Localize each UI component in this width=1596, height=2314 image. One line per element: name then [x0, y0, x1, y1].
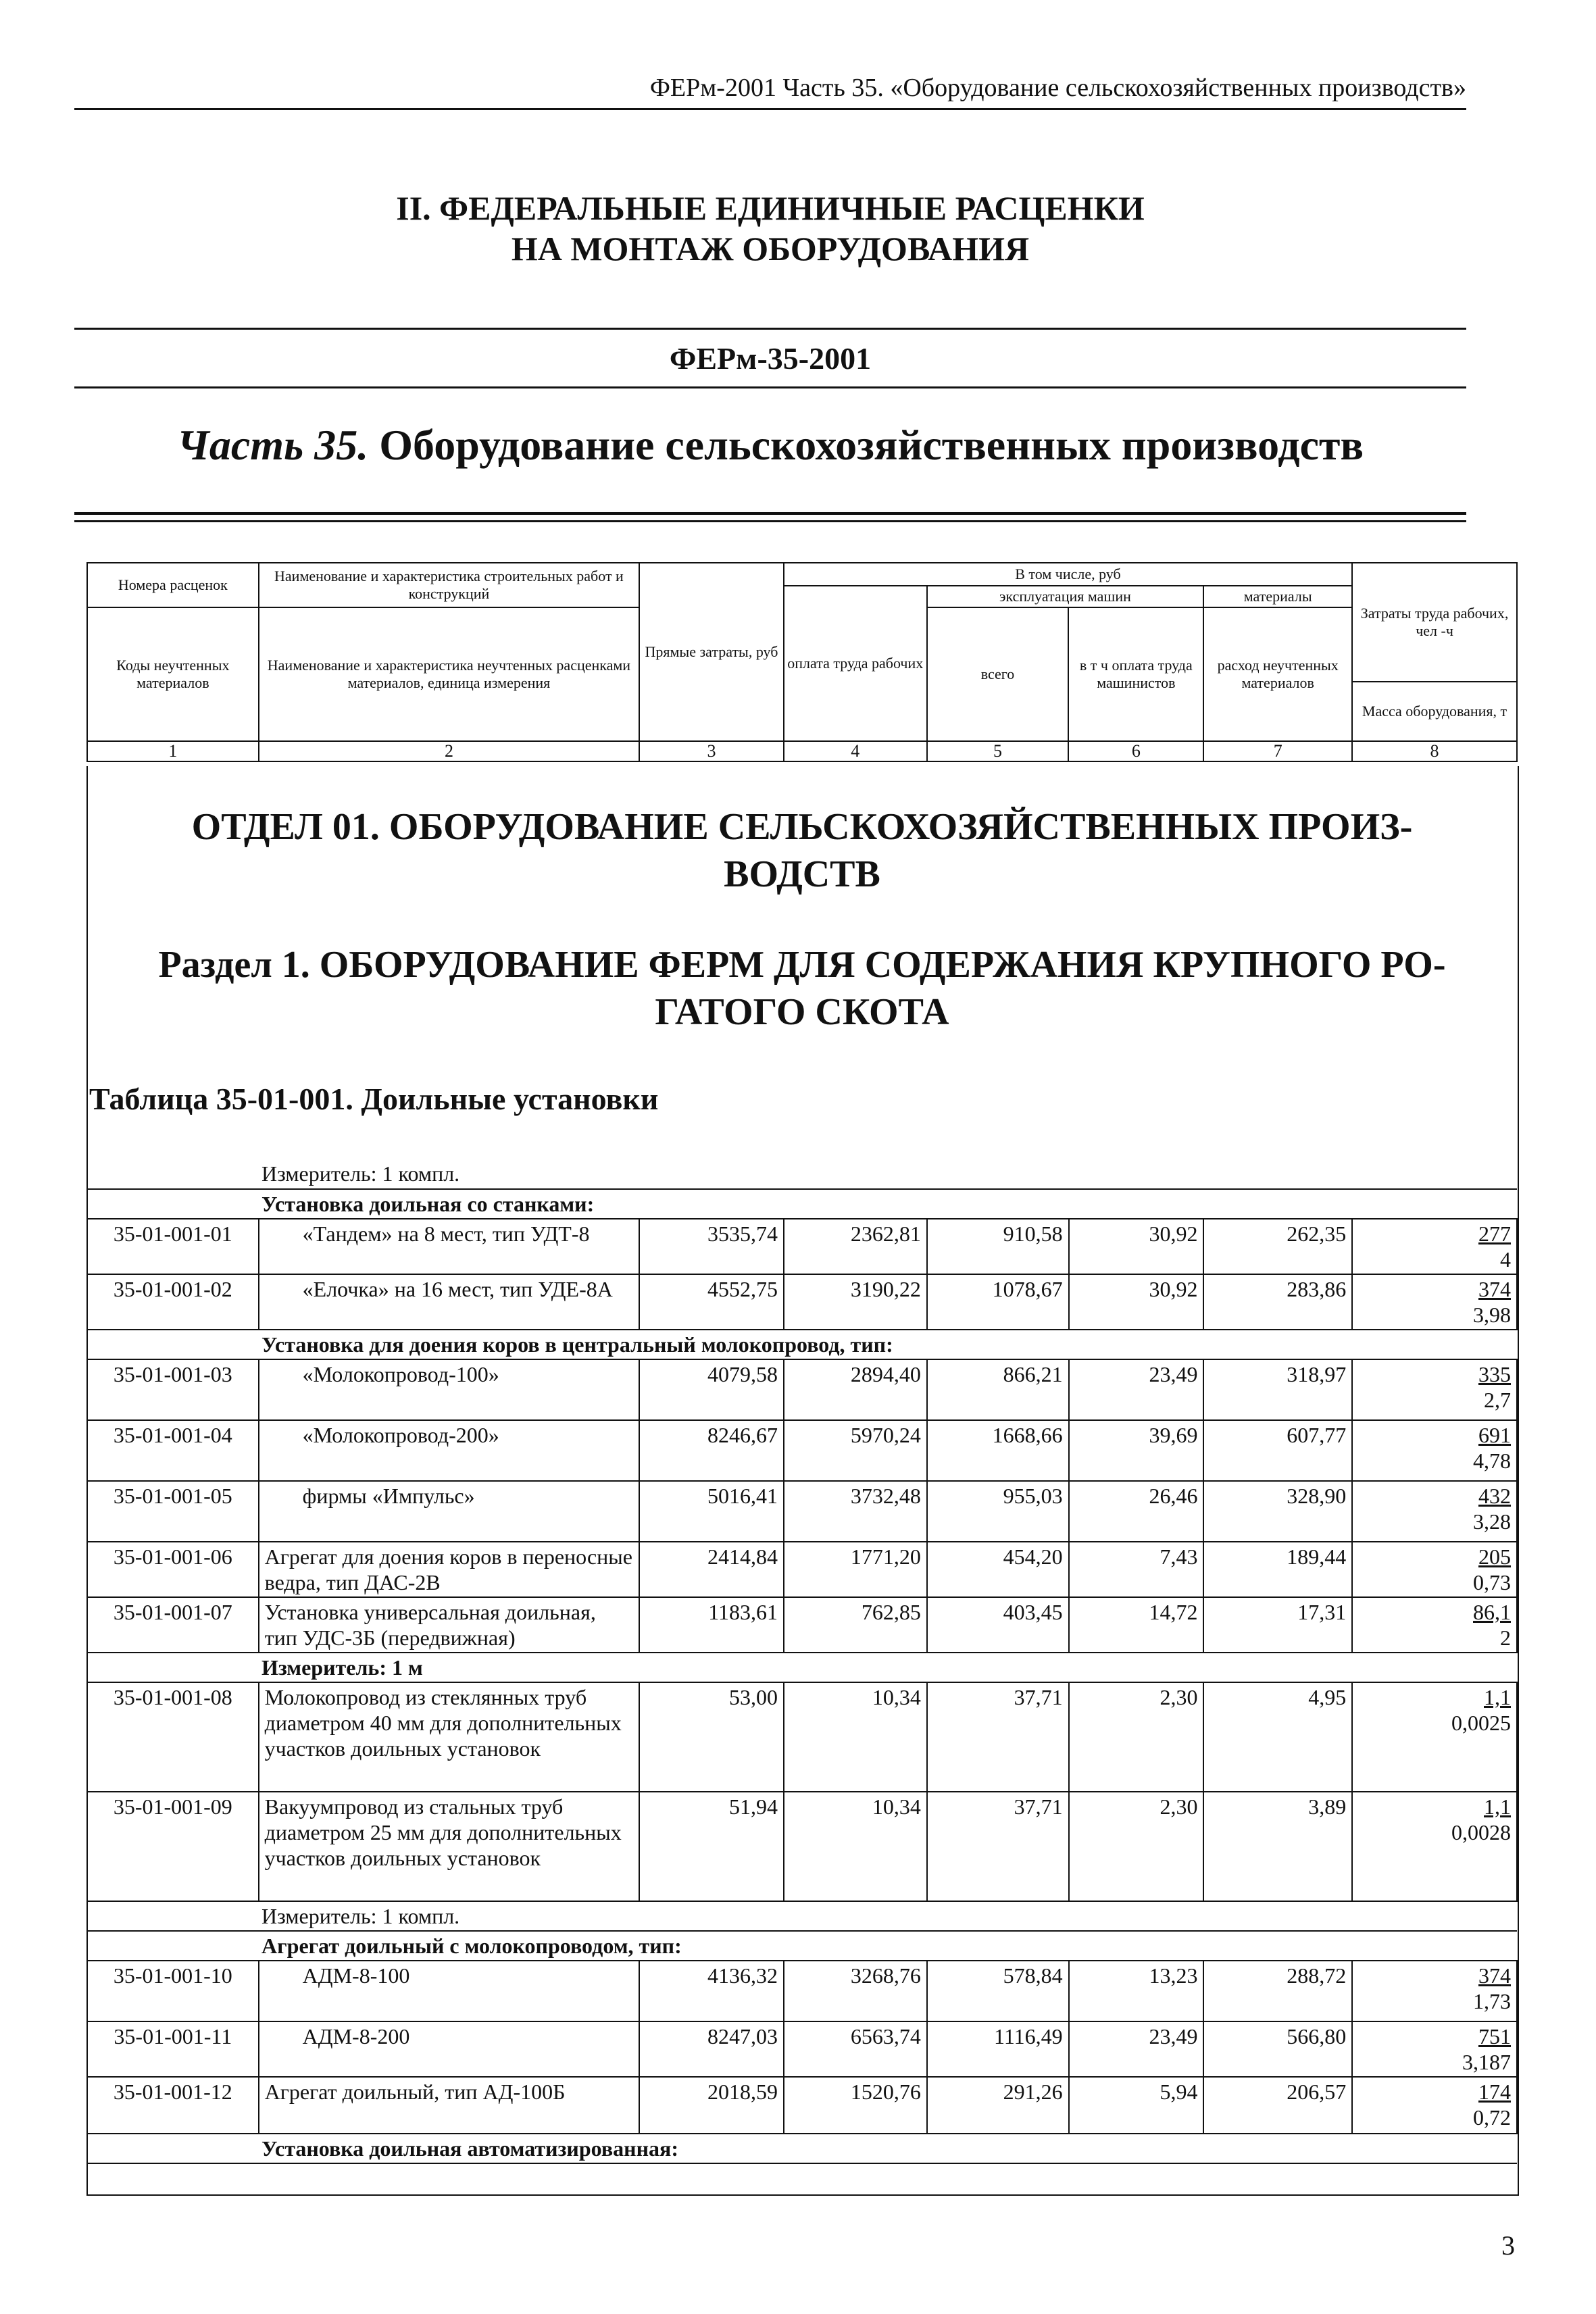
material-costs: 17,31 — [1203, 1597, 1352, 1653]
header-material-codes: Коды неучтенных материалов — [87, 607, 259, 741]
equipment-mass: 0,0028 — [1451, 1820, 1511, 1844]
header-material-names: Наименование и характеристика неучтенных расценками материалов, единица измерения — [259, 607, 639, 741]
rate-name-text: «Елочка» на 16 мест, тип УДЕ-8А — [302, 1277, 613, 1301]
equipment-mass: 0,73 — [1473, 1570, 1511, 1594]
rate-name-text: АДМ-8-100 — [302, 1963, 410, 1988]
table-row — [87, 1792, 1517, 1901]
equipment-mass: 4,78 — [1473, 1449, 1511, 1473]
machinist-wages: 39,69 — [1069, 1420, 1204, 1481]
machinist-wages: 13,23 — [1069, 1961, 1204, 2021]
worker-wages: 10,34 — [784, 1792, 927, 1901]
equipment-mass: 0,72 — [1473, 2105, 1511, 2130]
razdel-title-line-2: ГАТОГО СКОТА — [655, 991, 949, 1033]
machine-costs: 1078,67 — [927, 1274, 1069, 1330]
rate-code: 35-01-001-10 — [87, 1961, 259, 2021]
rate-code: 35-01-001-08 — [87, 1682, 259, 1792]
material-costs: 288,72 — [1203, 1961, 1352, 2021]
machine-costs: 866,21 — [927, 1359, 1069, 1420]
group-row — [87, 1931, 1517, 1961]
header-rule — [74, 108, 1466, 110]
direct-costs: 5016,41 — [639, 1481, 784, 1542]
rate-code: 35-01-001-07 — [87, 1597, 259, 1653]
double-rule-top — [74, 512, 1466, 515]
worker-wages: 2362,81 — [784, 1219, 927, 1274]
labor-mass — [1352, 2021, 1517, 2077]
machinist-wages: 23,49 — [1069, 2021, 1204, 2077]
header-direct-costs: Прямые затраты, руб — [639, 563, 784, 741]
group-label: Агрегат доильный с молокопроводом, тип: — [261, 1934, 682, 1958]
group-row — [87, 1159, 1517, 1189]
machine-costs: 403,45 — [927, 1597, 1069, 1653]
material-costs: 283,86 — [1203, 1274, 1352, 1330]
rule-below-code — [74, 386, 1466, 388]
labor-mass — [1352, 1481, 1517, 1542]
labor-costs: 1,1 — [1484, 1794, 1511, 1819]
direct-costs: 8247,03 — [639, 2021, 784, 2077]
material-costs: 566,80 — [1203, 2021, 1352, 2077]
labor-mass — [1352, 2077, 1517, 2134]
material-costs: 4,95 — [1203, 1682, 1352, 1792]
labor-costs: 374 — [1478, 1277, 1511, 1301]
labor-costs: 691 — [1478, 1423, 1511, 1447]
machinist-wages: 2,30 — [1069, 1682, 1204, 1792]
equipment-mass: 4 — [1500, 1247, 1511, 1272]
table-row — [87, 1420, 1517, 1481]
rate-code: 35-01-001-01 — [87, 1219, 259, 1274]
labor-costs: 205 — [1478, 1544, 1511, 1569]
col-number: 1 — [87, 741, 259, 761]
worker-wages: 6563,74 — [784, 2021, 927, 2077]
header-work-name: Наименование и характеристика строительных работ и конструкций — [259, 563, 639, 607]
part-title-prefix: Часть 35. — [176, 421, 369, 469]
header-materials: материалы — [1203, 586, 1352, 607]
worker-wages: 10,34 — [784, 1682, 927, 1792]
machine-costs: 454,20 — [927, 1542, 1069, 1597]
col-number: 4 — [784, 741, 927, 761]
labor-mass — [1352, 1597, 1517, 1653]
machine-costs: 1116,49 — [927, 2021, 1069, 2077]
labor-mass — [1352, 1420, 1517, 1481]
table-row — [87, 1542, 1517, 1597]
header-equipment-mass: Масса оборудования, т — [1352, 682, 1517, 741]
rate-name — [259, 1481, 640, 1542]
equipment-mass: 3,98 — [1473, 1303, 1511, 1327]
machine-costs: 37,71 — [927, 1682, 1069, 1792]
col-number: 8 — [1352, 741, 1517, 761]
rate-name: Молокопровод из стеклянных труб диаметром 40 мм для дополнительных участков доильных установок — [259, 1682, 640, 1792]
rate-code: 35-01-001-09 — [87, 1792, 259, 1901]
worker-wages: 3732,48 — [784, 1481, 927, 1542]
direct-costs: 1183,61 — [639, 1597, 784, 1653]
header-including: В том числе, руб — [784, 563, 1352, 586]
worker-wages: 1520,76 — [784, 2077, 927, 2134]
col-number: 3 — [639, 741, 784, 761]
group-row — [87, 1330, 1517, 1359]
labor-mass — [1352, 1359, 1517, 1420]
direct-costs: 8246,67 — [639, 1420, 784, 1481]
direct-costs: 3535,74 — [639, 1219, 784, 1274]
machine-costs: 1668,66 — [927, 1420, 1069, 1481]
material-costs: 328,90 — [1203, 1481, 1352, 1542]
rate-name: Агрегат доильный, тип АД-100Б — [259, 2077, 640, 2134]
equipment-mass: 3,187 — [1462, 2050, 1511, 2074]
group-row — [87, 1189, 1517, 1219]
direct-costs: 2018,59 — [639, 2077, 784, 2134]
rate-name: Вакуумпровод из стальных труб диаметром 25 мм для дополнительных участков доильных установок — [259, 1792, 640, 1901]
group-label: Установка доильная со станками: — [261, 1192, 595, 1216]
part-title-text: Оборудование сельскохозяйственных производств — [379, 421, 1364, 469]
group-label: Измеритель: 1 компл. — [261, 1161, 460, 1186]
rule-above-code — [74, 328, 1466, 330]
material-costs: 262,35 — [1203, 1219, 1352, 1274]
rate-code: 35-01-001-05 — [87, 1481, 259, 1542]
labor-costs: 277 — [1478, 1222, 1511, 1246]
header-machine-operation: эксплуатация машин — [927, 586, 1204, 607]
rate-code: 35-01-001-11 — [87, 2021, 259, 2077]
labor-mass — [1352, 1542, 1517, 1597]
col-number: 7 — [1203, 741, 1352, 761]
labor-costs: 1,1 — [1484, 1685, 1511, 1709]
header-worker-wages: оплата труда рабочих — [784, 586, 927, 741]
section-title-line-1: II. ФЕДЕРАЛЬНЫЕ ЕДИНИЧНЫЕ РАСЦЕНКИ — [396, 189, 1145, 227]
direct-costs: 4079,58 — [639, 1359, 784, 1420]
rate-name-text: АДМ-8-200 — [302, 2024, 410, 2048]
rate-name: Установка универсальная доильная, тип УДС-3Б (передвижная) — [259, 1597, 640, 1653]
code-title: ФЕРм-35-2001 — [669, 341, 872, 376]
table-row — [87, 2021, 1517, 2077]
group-label: Установка доильная автоматизированная: — [261, 2136, 678, 2161]
direct-costs: 4552,75 — [639, 1274, 784, 1330]
machinist-wages: 26,46 — [1069, 1481, 1204, 1542]
worker-wages: 3190,22 — [784, 1274, 927, 1330]
labor-costs: 174 — [1478, 2080, 1511, 2104]
table-header — [86, 562, 1518, 762]
table-row — [87, 1274, 1517, 1330]
machinist-wages: 14,72 — [1069, 1597, 1204, 1653]
razdel-title-line-1: Раздел 1. ОБОРУДОВАНИЕ ФЕРМ ДЛЯ СОДЕРЖАНИЯ КРУПНОГО РО- — [158, 944, 1446, 986]
worker-wages: 762,85 — [784, 1597, 927, 1653]
group-row — [87, 1653, 1517, 1682]
running-header: ФЕРм-2001 Часть 35. «Оборудование сельскохозяйственных производств» — [649, 74, 1466, 102]
machinist-wages: 30,92 — [1069, 1274, 1204, 1330]
rate-name-text: фирмы «Импульс» — [302, 1484, 475, 1508]
rate-name-text: «Молокопровод-100» — [302, 1362, 499, 1386]
labor-mass — [1352, 1219, 1517, 1274]
header-machinist-wages: в т ч оплата труда машинистов — [1068, 607, 1203, 741]
labor-costs: 751 — [1478, 2024, 1511, 2048]
group-row — [87, 2134, 1517, 2163]
machinist-wages: 2,30 — [1069, 1792, 1204, 1901]
direct-costs: 2414,84 — [639, 1542, 784, 1597]
header-labor-costs: Затраты труда рабочих, чел -ч — [1352, 563, 1517, 682]
worker-wages: 3268,76 — [784, 1961, 927, 2021]
rate-code: 35-01-001-03 — [87, 1359, 259, 1420]
rate-name — [259, 1274, 640, 1330]
table-row — [87, 2077, 1517, 2134]
direct-costs: 4136,32 — [639, 1961, 784, 2021]
equipment-mass: 2 — [1500, 1626, 1511, 1650]
table-row — [87, 1597, 1517, 1653]
rate-name-text: «Тандем» на 8 мест, тип УДТ-8 — [302, 1222, 590, 1246]
group-label: Измеритель: 1 компл. — [261, 1904, 460, 1928]
machinist-wages: 23,49 — [1069, 1359, 1204, 1420]
labor-costs: 374 — [1478, 1963, 1511, 1988]
col-number: 6 — [1068, 741, 1203, 761]
direct-costs: 51,94 — [639, 1792, 784, 1901]
rate-code: 35-01-001-02 — [87, 1274, 259, 1330]
machine-costs: 578,84 — [927, 1961, 1069, 2021]
header-machines-total: всего — [927, 607, 1069, 741]
direct-costs: 53,00 — [639, 1682, 784, 1792]
equipment-mass: 1,73 — [1473, 1989, 1511, 2013]
section-title-line-2: НА МОНТАЖ ОБОРУДОВАНИЯ — [511, 230, 1030, 268]
material-costs: 206,57 — [1203, 2077, 1352, 2134]
machinist-wages: 7,43 — [1069, 1542, 1204, 1597]
table-row — [87, 1682, 1517, 1792]
labor-mass — [1352, 1274, 1517, 1330]
material-costs: 3,89 — [1203, 1792, 1352, 1901]
double-rule-bottom — [74, 520, 1466, 522]
part-title — [74, 420, 1466, 470]
group-label: Измеритель: 1 м — [261, 1655, 423, 1680]
machine-costs: 955,03 — [927, 1481, 1069, 1542]
material-costs: 189,44 — [1203, 1542, 1352, 1597]
labor-costs: 432 — [1478, 1484, 1511, 1508]
worker-wages: 5970,24 — [784, 1420, 927, 1481]
labor-costs: 86,1 — [1473, 1600, 1511, 1624]
rate-name: Агрегат для доения коров в переносные ведра, тип ДАС-2В — [259, 1542, 640, 1597]
col-number: 2 — [259, 741, 639, 761]
equipment-mass: 0,0025 — [1451, 1711, 1511, 1735]
col-number: 5 — [927, 741, 1069, 761]
rate-name — [259, 1219, 640, 1274]
worker-wages: 2894,40 — [784, 1359, 927, 1420]
group-label: Установка для доения коров в центральный молокопровод, тип: — [261, 1332, 893, 1357]
rate-code: 35-01-001-12 — [87, 2077, 259, 2134]
rates-table — [86, 1159, 1518, 2164]
labor-costs: 335 — [1478, 1362, 1511, 1386]
machinist-wages: 5,94 — [1069, 2077, 1204, 2134]
page-number: 3 — [1501, 2230, 1515, 2261]
group-row — [87, 1901, 1517, 1931]
otdel-title-line-1: ОТДЕЛ 01. ОБОРУДОВАНИЕ СЕЛЬСКОХОЗЯЙСТВЕННЫХ ПРОИЗ- — [191, 806, 1413, 848]
machine-costs: 291,26 — [927, 2077, 1069, 2134]
labor-mass — [1352, 1682, 1517, 1792]
header-material-consumption: расход неучтенных материалов — [1203, 607, 1352, 741]
table-row — [87, 1961, 1517, 2021]
table-title: Таблица 35-01-001. Доильные установки — [89, 1082, 659, 1116]
table-row — [87, 1359, 1517, 1420]
table-row — [87, 1219, 1517, 1274]
material-costs: 318,97 — [1203, 1359, 1352, 1420]
machine-costs: 37,71 — [927, 1792, 1069, 1901]
machine-costs: 910,58 — [927, 1219, 1069, 1274]
table-row — [87, 1481, 1517, 1542]
rate-code: 35-01-001-04 — [87, 1420, 259, 1481]
rate-name — [259, 1359, 640, 1420]
rate-name-text: «Молокопровод-200» — [302, 1423, 499, 1447]
labor-mass — [1352, 1961, 1517, 2021]
labor-mass — [1352, 1792, 1517, 1901]
machinist-wages: 30,92 — [1069, 1219, 1204, 1274]
rate-name — [259, 1961, 640, 2021]
rate-name — [259, 2021, 640, 2077]
equipment-mass: 2,7 — [1484, 1388, 1511, 1412]
material-costs: 607,77 — [1203, 1420, 1352, 1481]
header-rate-numbers: Номера расценок — [87, 563, 259, 607]
rate-code: 35-01-001-06 — [87, 1542, 259, 1597]
rate-name — [259, 1420, 640, 1481]
equipment-mass: 3,28 — [1473, 1509, 1511, 1534]
otdel-title-line-2: ВОДСТВ — [724, 853, 880, 895]
worker-wages: 1771,20 — [784, 1542, 927, 1597]
